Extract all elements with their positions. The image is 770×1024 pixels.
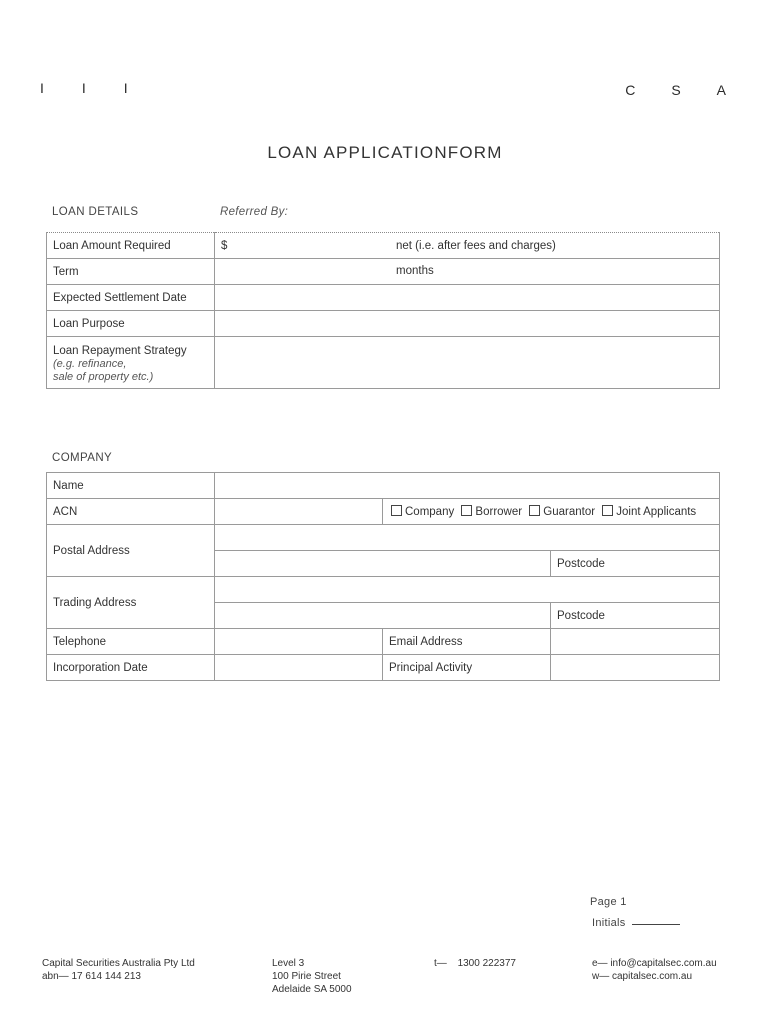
loan-amount-note: net (i.e. after fees and charges) [396,239,556,252]
trading-address-line-2[interactable] [215,603,551,629]
repayment-strategy-hint-1: (e.g. refinance, [53,358,127,370]
guarantor-checkbox[interactable] [529,505,540,516]
referred-by-label: Referred By: [220,206,289,218]
footer-phone-number: 1300 222377 [457,958,516,969]
footer-address-line-2: 100 Pirie Street [272,971,341,982]
principal-activity-label: Principal Activity [383,655,551,681]
joint-applicants-checkbox-label: Joint Applicants [616,506,697,518]
repayment-strategy-hint-2: sale of property etc.) [53,371,154,383]
header-mark: I [123,80,128,96]
acn-field[interactable] [215,499,383,525]
incorporation-date-label: Incorporation Date [47,655,215,681]
initials-line[interactable] [632,924,680,925]
footer-company [42,957,195,983]
header-mark: A [716,82,726,98]
incorporation-date-field[interactable] [215,655,383,681]
telephone-field[interactable] [215,629,383,655]
postal-postcode-label[interactable]: Postcode [551,551,720,577]
repayment-strategy-label: Loan Repayment Strategy [53,345,187,357]
currency-symbol: $ [221,239,228,252]
footer-company-name: Capital Securities Australia Pty Ltd [42,958,195,969]
acn-label: ACN [47,499,215,525]
footer-web: w— capitalsec.com.au [592,971,693,982]
loan-amount-label: Loan Amount Required [47,233,215,259]
company-name-field[interactable] [215,473,720,499]
header-mark: C [625,82,636,98]
settlement-date-field[interactable] [215,285,720,311]
trading-address-line-1[interactable] [215,577,720,603]
guarantor-checkbox-label: Guarantor [543,506,596,518]
page-number: Page 1 [590,896,627,908]
footer-contact [592,957,717,983]
role-checkboxes [383,499,720,525]
loan-amount-field[interactable] [215,233,720,259]
trading-postcode-label[interactable]: Postcode [551,603,720,629]
footer-abn: abn— 17 614 144 213 [42,971,141,982]
principal-activity-field[interactable] [551,655,720,681]
footer-phone-prefix: t— [434,958,447,969]
postal-address-line-1[interactable] [215,525,720,551]
loan-details-label: LOAN DETAILS [52,206,139,218]
repayment-strategy-field[interactable] [215,337,720,389]
header-left-marks [40,80,166,96]
footer-email: e— info@capitalsec.com.au [592,958,717,969]
footer-address [272,957,352,996]
footer-address-line-3: Adelaide SA 5000 [272,984,352,995]
loan-purpose-label: Loan Purpose [47,311,215,337]
initials-label: Initials [592,917,626,929]
email-field[interactable] [551,629,720,655]
footer-address-line-1: Level 3 [272,958,305,969]
header-mark: S [671,82,681,98]
company-checkbox-label: Company [405,506,455,518]
trading-address-label: Trading Address [47,577,215,629]
term-label: Term [47,259,215,285]
term-note: months [396,264,434,277]
header-mark: I [40,80,44,96]
company-table [46,472,720,681]
borrower-checkbox[interactable] [461,505,472,516]
header-mark: I [81,80,86,96]
email-label: Email Address [383,629,551,655]
settlement-date-label: Expected Settlement Date [47,285,215,311]
term-field[interactable] [215,259,720,285]
repayment-strategy-cell [47,337,215,389]
initials-block [592,917,680,929]
loan-purpose-field[interactable] [215,311,720,337]
header-right-marks [589,82,726,98]
footer-phone [434,957,516,970]
postal-address-line-2[interactable] [215,551,551,577]
page-title: LOAN APPLICATIONFORM [267,143,503,162]
postal-address-label: Postal Address [47,525,215,577]
company-section-label: COMPANY [52,452,113,464]
loan-details-table [46,232,720,389]
borrower-checkbox-label: Borrower [475,506,523,518]
telephone-label: Telephone [47,629,215,655]
company-checkbox[interactable] [391,505,402,516]
company-name-label: Name [47,473,215,499]
joint-applicants-checkbox[interactable] [602,505,613,516]
